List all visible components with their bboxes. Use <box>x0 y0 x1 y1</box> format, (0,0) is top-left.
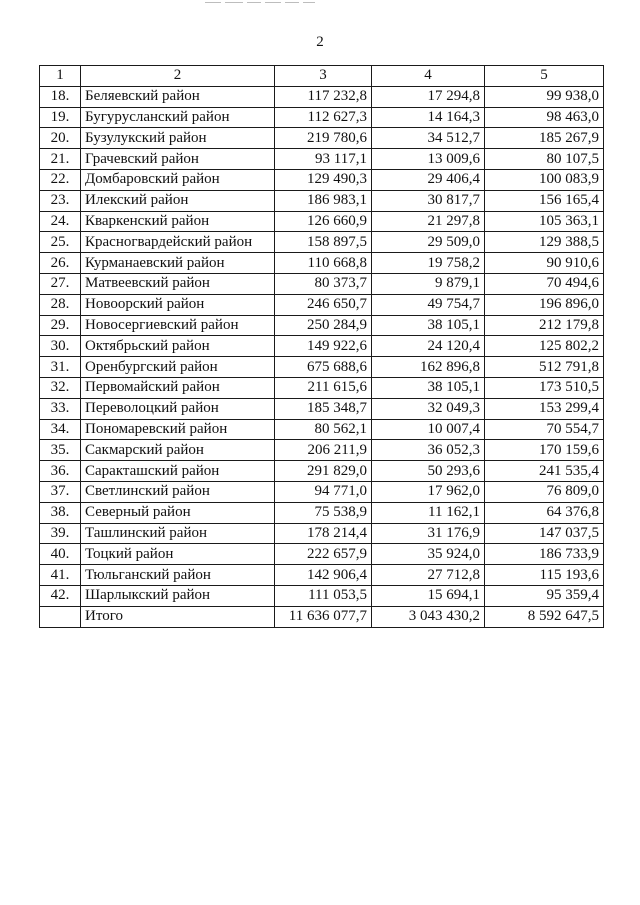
district-name: Пономаревский район <box>81 419 275 440</box>
value-col3: 675 688,6 <box>275 357 372 378</box>
value-col3: 129 490,3 <box>275 169 372 190</box>
table-row <box>40 336 604 357</box>
district-name: Илекский район <box>81 190 275 211</box>
row-number: 40. <box>40 544 81 565</box>
value-col3: 126 660,9 <box>275 211 372 232</box>
row-number: 23. <box>40 190 81 211</box>
value-col5: 95 359,4 <box>485 585 604 606</box>
district-name: Октябрьский район <box>81 336 275 357</box>
table-row <box>40 398 604 419</box>
row-number: 29. <box>40 315 81 336</box>
header-row <box>40 66 604 87</box>
district-name: Матвеевский район <box>81 273 275 294</box>
row-number <box>40 606 81 627</box>
row-number: 30. <box>40 336 81 357</box>
value-col4: 36 052,3 <box>372 440 485 461</box>
district-name: Бугурусланский район <box>81 107 275 128</box>
row-number: 20. <box>40 128 81 149</box>
row-number: 24. <box>40 211 81 232</box>
value-col4: 10 007,4 <box>372 419 485 440</box>
value-col5: 241 535,4 <box>485 461 604 482</box>
district-name: Северный район <box>81 502 275 523</box>
header-cell: 4 <box>372 66 485 87</box>
value-col3: 111 053,5 <box>275 585 372 606</box>
table-row <box>40 461 604 482</box>
district-name: Ташлинский район <box>81 523 275 544</box>
value-col3: 94 771,0 <box>275 481 372 502</box>
value-col3: 93 117,1 <box>275 149 372 170</box>
value-col3: 222 657,9 <box>275 544 372 565</box>
value-col5: 64 376,8 <box>485 502 604 523</box>
row-number: 42. <box>40 585 81 606</box>
value-col3: 246 650,7 <box>275 294 372 315</box>
district-name: Шарлыкский район <box>81 585 275 606</box>
value-col5: 8 592 647,5 <box>485 606 604 627</box>
district-name: Итого <box>81 606 275 627</box>
value-col5: 170 159,6 <box>485 440 604 461</box>
value-col5: 70 554,7 <box>485 419 604 440</box>
row-number: 27. <box>40 273 81 294</box>
value-col4: 34 512,7 <box>372 128 485 149</box>
value-col4: 27 712,8 <box>372 565 485 586</box>
table-row <box>40 190 604 211</box>
value-col3: 117 232,8 <box>275 86 372 107</box>
district-name: Домбаровский район <box>81 169 275 190</box>
value-col5: 99 938,0 <box>485 86 604 107</box>
row-number: 18. <box>40 86 81 107</box>
table-row <box>40 232 604 253</box>
district-name: Новосергиевский район <box>81 315 275 336</box>
value-col4: 29 406,4 <box>372 169 485 190</box>
row-number: 39. <box>40 523 81 544</box>
table-row <box>40 523 604 544</box>
value-col3: 110 668,8 <box>275 253 372 274</box>
row-number: 22. <box>40 169 81 190</box>
value-col5: 76 809,0 <box>485 481 604 502</box>
value-col5: 90 910,6 <box>485 253 604 274</box>
value-col5: 70 494,6 <box>485 273 604 294</box>
table-row <box>40 481 604 502</box>
district-name: Беляевский район <box>81 86 275 107</box>
value-col5: 196 896,0 <box>485 294 604 315</box>
value-col4: 14 164,3 <box>372 107 485 128</box>
district-name: Светлинский район <box>81 481 275 502</box>
table-row <box>40 86 604 107</box>
total-row <box>40 606 604 627</box>
table-row <box>40 211 604 232</box>
value-col5: 115 193,6 <box>485 565 604 586</box>
table-row <box>40 565 604 586</box>
value-col3: 219 780,6 <box>275 128 372 149</box>
value-col4: 3 043 430,2 <box>372 606 485 627</box>
district-name: Саракташский район <box>81 461 275 482</box>
value-col3: 75 538,9 <box>275 502 372 523</box>
value-col4: 35 924,0 <box>372 544 485 565</box>
value-col4: 9 879,1 <box>372 273 485 294</box>
value-col5: 173 510,5 <box>485 377 604 398</box>
value-col3: 185 348,7 <box>275 398 372 419</box>
header-cell: 1 <box>40 66 81 87</box>
row-number: 34. <box>40 419 81 440</box>
value-col4: 50 293,6 <box>372 461 485 482</box>
district-name: Тоцкий район <box>81 544 275 565</box>
table-row <box>40 377 604 398</box>
header-cell: 2 <box>81 66 275 87</box>
district-name: Кваркенский район <box>81 211 275 232</box>
value-col5: 105 363,1 <box>485 211 604 232</box>
row-number: 25. <box>40 232 81 253</box>
value-col5: 129 388,5 <box>485 232 604 253</box>
value-col3: 291 829,0 <box>275 461 372 482</box>
value-col4: 15 694,1 <box>372 585 485 606</box>
value-col3: 149 922,6 <box>275 336 372 357</box>
district-name: Грачевский район <box>81 149 275 170</box>
value-col4: 21 297,8 <box>372 211 485 232</box>
value-col4: 19 758,2 <box>372 253 485 274</box>
value-col4: 31 176,9 <box>372 523 485 544</box>
top-edge-marks <box>0 2 640 6</box>
value-col5: 80 107,5 <box>485 149 604 170</box>
value-col3: 80 562,1 <box>275 419 372 440</box>
value-col3: 211 615,6 <box>275 377 372 398</box>
page-number: 2 <box>316 34 324 50</box>
table-row <box>40 253 604 274</box>
district-name: Бузулукский район <box>81 128 275 149</box>
value-col3: 158 897,5 <box>275 232 372 253</box>
header-cell: 3 <box>275 66 372 87</box>
value-col5: 186 733,9 <box>485 544 604 565</box>
row-number: 28. <box>40 294 81 315</box>
value-col4: 38 105,1 <box>372 315 485 336</box>
table-row <box>40 440 604 461</box>
value-col3: 250 284,9 <box>275 315 372 336</box>
row-number: 33. <box>40 398 81 419</box>
value-col5: 212 179,8 <box>485 315 604 336</box>
value-col5: 98 463,0 <box>485 107 604 128</box>
value-col5: 185 267,9 <box>485 128 604 149</box>
table-body <box>40 66 604 628</box>
row-number: 26. <box>40 253 81 274</box>
table-row <box>40 419 604 440</box>
value-col5: 153 299,4 <box>485 398 604 419</box>
table-row <box>40 107 604 128</box>
row-number: 38. <box>40 502 81 523</box>
table-row <box>40 273 604 294</box>
value-col3: 112 627,3 <box>275 107 372 128</box>
value-col5: 100 083,9 <box>485 169 604 190</box>
row-number: 21. <box>40 149 81 170</box>
district-name: Сакмарский район <box>81 440 275 461</box>
row-number: 41. <box>40 565 81 586</box>
district-name: Первомайский район <box>81 377 275 398</box>
row-number: 36. <box>40 461 81 482</box>
row-number: 37. <box>40 481 81 502</box>
table-row <box>40 169 604 190</box>
district-name: Курманаевский район <box>81 253 275 274</box>
district-name: Переволоцкий район <box>81 398 275 419</box>
data-table <box>39 65 604 628</box>
value-col4: 162 896,8 <box>372 357 485 378</box>
district-name: Красногвардейский район <box>81 232 275 253</box>
row-number: 31. <box>40 357 81 378</box>
row-number: 35. <box>40 440 81 461</box>
table-row <box>40 544 604 565</box>
value-col4: 17 294,8 <box>372 86 485 107</box>
district-name: Тюльганский район <box>81 565 275 586</box>
value-col5: 125 802,2 <box>485 336 604 357</box>
header-cell: 5 <box>485 66 604 87</box>
district-name: Оренбургский район <box>81 357 275 378</box>
row-number: 32. <box>40 377 81 398</box>
value-col4: 13 009,6 <box>372 149 485 170</box>
table-row <box>40 294 604 315</box>
value-col3: 206 211,9 <box>275 440 372 461</box>
table-row <box>40 357 604 378</box>
row-number: 19. <box>40 107 81 128</box>
value-col3: 80 373,7 <box>275 273 372 294</box>
table-row <box>40 502 604 523</box>
value-col4: 30 817,7 <box>372 190 485 211</box>
value-col5: 156 165,4 <box>485 190 604 211</box>
value-col4: 29 509,0 <box>372 232 485 253</box>
value-col4: 49 754,7 <box>372 294 485 315</box>
value-col3: 178 214,4 <box>275 523 372 544</box>
value-col3: 11 636 077,7 <box>275 606 372 627</box>
table-row <box>40 149 604 170</box>
value-col4: 11 162,1 <box>372 502 485 523</box>
value-col5: 147 037,5 <box>485 523 604 544</box>
value-col4: 32 049,3 <box>372 398 485 419</box>
value-col4: 17 962,0 <box>372 481 485 502</box>
table-row <box>40 315 604 336</box>
district-name: Новоорский район <box>81 294 275 315</box>
value-col5: 512 791,8 <box>485 357 604 378</box>
value-col3: 186 983,1 <box>275 190 372 211</box>
table-row <box>40 128 604 149</box>
table-row <box>40 585 604 606</box>
value-col4: 24 120,4 <box>372 336 485 357</box>
value-col3: 142 906,4 <box>275 565 372 586</box>
value-col4: 38 105,1 <box>372 377 485 398</box>
